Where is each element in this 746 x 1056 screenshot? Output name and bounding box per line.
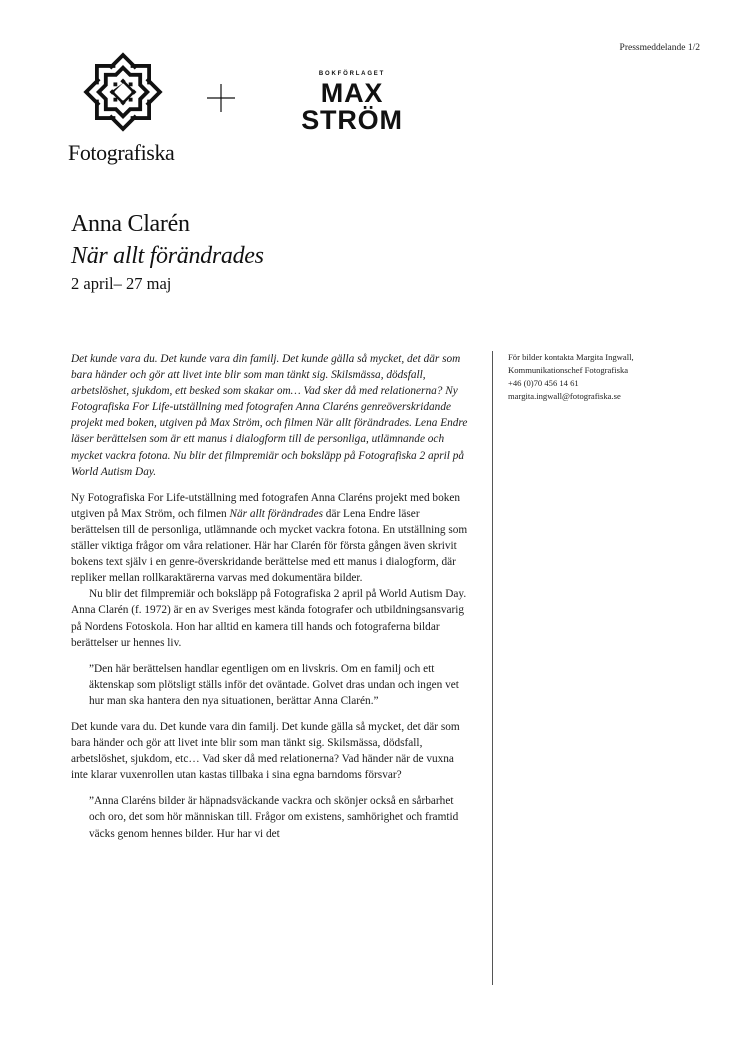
intro-paragraph: Det kunde vara du. Det kunde vara din familj. Det kunde gälla så mycket, det där som bara händer och gör att livet inte blir som man tänkt sig. Skilsmässa, dödsfall, arbetslöshet, sjukdom, ett besked som skakar om… Vad sker då med relationerna? Ny Fotografiska For Life-utställning med fotografen Anna Claréns genreöverskridande projekt med boken, utgiven på Max Ström, och filmen När allt förändrades. Lena Endre läser berättelsen som är ett manus i dialogform till de personliga, utlämnande och mycket vackra fotona. Nu blir det filmpremiär och boksläpp på Fotografiska 2 april på World Autism Day. <box>71 353 468 478</box>
exhibition-dates: 2 april– 27 maj <box>71 274 172 293</box>
artist-name: Anna Clarén <box>71 211 190 237</box>
contact-line: Kommunikationschef Fotografiska <box>508 365 629 375</box>
pull-quote: ”Anna Claréns bilder är häpnadsväckande vackra och skönjer också en sårbarhet och oro, det som hör människan till. Frågor om existens, samhörighet och framtid väcks genom hennes bilder. Hur har vi det <box>89 795 459 840</box>
contact-info <box>508 351 708 403</box>
star-emblem-icon <box>78 44 168 140</box>
pull-quote: ”Den här berättelsen handlar egentligen om en livskris. Om en familj och ett äktenskap som plötsligt ställs inför det oväntade. Golvet dras undan och ingen vet hur man ska hantera den nya situationen, berättar Anna Clarén.” <box>89 662 459 707</box>
column-divider <box>492 351 493 985</box>
film-title: När allt förändrades <box>229 507 323 520</box>
publisher-logo-text: MAX STRÖM <box>301 78 403 135</box>
contact-line: För bilder kontakta Margita Ingwall, <box>508 352 634 362</box>
page-label: Pressmeddelande 1/2 <box>619 43 700 53</box>
body-paragraph: Nu blir det filmpremiär och boksläpp på Fotografiska 2 april på World Autism Day. Anna Clarén (f. 1972) är en av Sveriges mest kända fotografer och utbildningsansvarig på Nordens Fotoskola. Hon har alltid en kamera till hands och fotograferna bildar berättelser ur hennes liv. <box>71 588 467 649</box>
plus-icon <box>206 83 236 113</box>
exhibition-title: När allt förändrades <box>71 243 264 269</box>
body-paragraph: Det kunde vara du. Det kunde vara din familj. Det kunde gälla så mycket, det där som bara händer och gör att livet inte blir som man tänkt sig. Skilsmässa, dödsfall, arbetslöshet, sjukdom, etc… Vad sker då med relationerna? Vad händer när de vuxna inte klarar vuxenrollen utan kastas tillbaka i sina egna barndoms försvar? <box>71 720 460 782</box>
body-paragraph <box>71 490 471 587</box>
text-run: där Lena Endre läser berättelsen till de personliga, utlämnande och mycket vackra fotona. En utställning som ställer viktiga frågor om våra relationer. Här har Clarén för första gången även skrivit bokens text själv i en genre-överskridande berättelse med ett manus i dialogform, där repliker mellan rollkaraktärerna varvas med dokumentära bilder. <box>71 507 468 585</box>
contact-phone: +46 (0)70 456 14 61 <box>508 378 579 388</box>
fotografiska-logo-text: Fotografiska <box>68 140 175 165</box>
article-body <box>71 351 471 852</box>
publisher-label: BOKFÖRLAGET <box>318 71 386 77</box>
contact-email: margita.ingwall@fotografiska.se <box>508 391 621 401</box>
text-run: Ny Fotografiska For Life-utställning med fotografen Anna Claréns projekt med boken utgiven på Max Ström, och filmen <box>71 491 461 520</box>
